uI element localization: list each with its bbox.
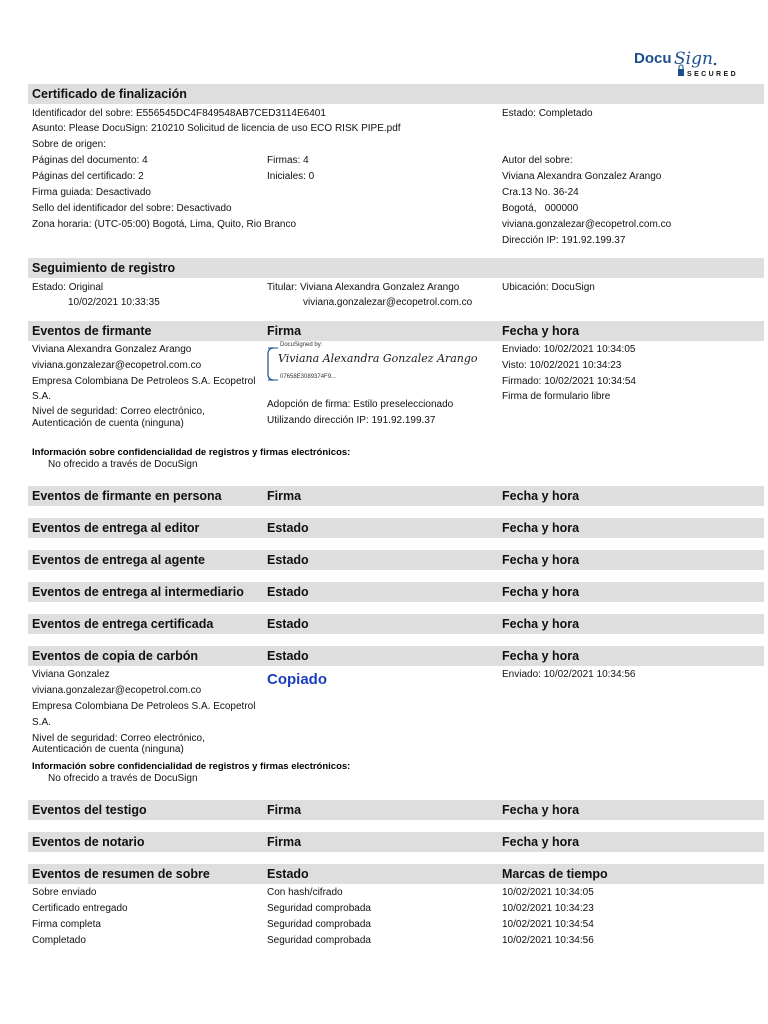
signature-id: 07658E3089374F9... [280, 374, 337, 380]
carbon-company-2: S.A. [32, 717, 51, 728]
signer-viewed: Visto: 10/02/2021 10:34:23 [502, 360, 622, 371]
carbon-disclosure-title: Información sobre confidencialidad de registros y firmas electrónicos: [32, 761, 351, 772]
signature-count: Firmas: 4 [267, 155, 309, 166]
intermediary-col3: Fecha y hora [502, 585, 580, 599]
author-email: viviana.gonzalezar@ecopetrol.com.co [502, 219, 672, 230]
agent-col2: Estado [267, 553, 309, 567]
intermediary-col2: Estado [267, 585, 309, 599]
docusign-logo [634, 44, 742, 80]
svg-text:Sign: Sign [674, 49, 713, 69]
witness-col2: Firma [267, 803, 302, 817]
signer-signed: Firmado: 10/02/2021 10:34:54 [502, 376, 636, 387]
signer-signature-header: Firma [267, 324, 302, 338]
signer-free-form: Firma de formulario libre [502, 391, 611, 402]
carbon-company-1: Empresa Colombiana De Petroleos S.A. Ecopetrol [32, 701, 256, 712]
tracking-state: Estado: Original [32, 282, 104, 293]
certified-col2: Estado [267, 617, 309, 631]
signer-company-1: Empresa Colombiana De Petroleos S.A. Ecopetrol [32, 376, 256, 387]
author-address-2: Bogotá, 000000 [502, 203, 579, 214]
signer-security-1: Nivel de seguridad: Correo electrónico, [32, 406, 205, 417]
signer-name: Viviana Alexandra Gonzalez Arango [32, 344, 192, 355]
in-person-header: Eventos de firmante en persona [32, 489, 222, 503]
summary-col3: Marcas de tiempo [502, 867, 608, 881]
signature-script: Viviana Alexandra Gonzalez Arango [278, 352, 478, 365]
signer-security-2: Autenticación de cuenta (ninguna) [32, 418, 184, 429]
svg-text:Docu: Docu [634, 50, 672, 67]
editor-col2: Estado [267, 521, 309, 535]
carbon-sent: Enviado: 10/02/2021 10:34:56 [502, 669, 636, 680]
carbon-disclosure-value: No ofrecido a través de DocuSign [48, 773, 198, 784]
envelope-status: Estado: Completado [502, 108, 593, 119]
carbon-status: Copiado [267, 671, 327, 688]
signature-image [266, 342, 478, 386]
editor-col3: Fecha y hora [502, 521, 580, 535]
carbon-security-2: Autenticación de cuenta (ninguna) [32, 744, 184, 755]
signer-email: viviana.gonzalezar@ecopetrol.com.co [32, 360, 202, 371]
summary-header: Eventos de resumen de sobre [32, 867, 210, 881]
carbon-security-1: Nivel de seguridad: Correo electrónico, [32, 733, 205, 744]
in-person-col3: Fecha y hora [502, 489, 580, 503]
in-person-col2: Firma [267, 489, 302, 503]
summary-col2: Estado [267, 867, 309, 881]
summary-event: Completado [32, 935, 86, 946]
summary-timestamp: 10/02/2021 10:34:23 [502, 903, 594, 914]
certified-header: Eventos de entrega certificada [32, 617, 214, 631]
summary-event: Sobre enviado [32, 887, 97, 898]
author-label: Autor del sobre: [502, 155, 573, 166]
guided-signing: Firma guiada: Desactivado [32, 187, 151, 198]
witness-col3: Fecha y hora [502, 803, 580, 817]
summary-event: Certificado entregado [32, 903, 128, 914]
tracking-holder: Titular: Viviana Alexandra Gonzalez Arango [267, 282, 460, 293]
intermediary-header: Eventos de entrega al intermediario [32, 585, 244, 599]
carbon-header: Eventos de copia de carbón [32, 649, 199, 663]
summary-status: Con hash/cifrado [267, 887, 343, 898]
signer-company-2: S.A. [32, 391, 51, 402]
signer-date-header: Fecha y hora [502, 324, 580, 338]
cert-pages: Páginas del certificado: 2 [32, 171, 144, 182]
summary-timestamp: 10/02/2021 10:34:05 [502, 887, 594, 898]
signer-events-header: Eventos de firmante [32, 324, 152, 338]
carbon-col3: Fecha y hora [502, 649, 580, 663]
tracking-date: 10/02/2021 10:33:35 [68, 297, 160, 308]
envelope-seal: Sello del identificador del sobre: Desactivado [32, 203, 232, 214]
editor-header: Eventos de entrega al editor [32, 521, 200, 535]
author-ip: Dirección IP: 191.92.199.37 [502, 235, 626, 246]
summary-event: Firma completa [32, 919, 101, 930]
notary-header: Eventos de notario [32, 835, 145, 849]
signature-adoption: Adopción de firma: Estilo preseleccionado [267, 399, 454, 410]
summary-status: Seguridad comprobada [267, 935, 371, 946]
initials-count: Iniciales: 0 [267, 171, 315, 182]
summary-status: Seguridad comprobada [267, 919, 371, 930]
signer-sent: Enviado: 10/02/2021 10:34:05 [502, 344, 636, 355]
author-address-1: Cra.13 No. 36-24 [502, 187, 579, 198]
author-name: Viviana Alexandra Gonzalez Arango [502, 171, 662, 182]
signer-disclosure-title: Información sobre confidencialidad de registros y firmas electrónicos: [32, 447, 351, 458]
tracking-title: Seguimiento de registro [32, 261, 176, 275]
agent-header: Eventos de entrega al agente [32, 553, 205, 567]
summary-timestamp: 10/02/2021 10:34:54 [502, 919, 594, 930]
summary-timestamp: 10/02/2021 10:34:56 [502, 935, 594, 946]
cert-title: Certificado de finalización [32, 87, 187, 101]
tracking-location: Ubicación: DocuSign [502, 282, 595, 293]
envelope-id: Identificador del sobre: E556545DC4F849548AB7CED3114E6401 [32, 108, 326, 119]
envelope-origin: Sobre de origen: [32, 139, 106, 150]
signature-header: DocuSigned by: [280, 342, 323, 348]
signature-ip: Utilizando dirección IP: 191.92.199.37 [267, 415, 436, 426]
envelope-subject: Asunto: Please DocuSign: 210210 Solicitud de licencia de uso ECO RISK PIPE.pdf [32, 123, 401, 134]
summary-status: Seguridad comprobada [267, 903, 371, 914]
carbon-email: viviana.gonzalezar@ecopetrol.com.co [32, 685, 202, 696]
notary-col2: Firma [267, 835, 302, 849]
notary-col3: Fecha y hora [502, 835, 580, 849]
carbon-col2: Estado [267, 649, 309, 663]
signer-disclosure-value: No ofrecido a través de DocuSign [48, 459, 198, 470]
agent-col3: Fecha y hora [502, 553, 580, 567]
tracking-holder-email: viviana.gonzalezar@ecopetrol.com.co [303, 297, 473, 308]
carbon-name: Viviana Gonzalez [32, 669, 110, 680]
time-zone: Zona horaria: (UTC-05:00) Bogotá, Lima, Quito, Rio Branco [32, 219, 297, 230]
witness-header: Eventos del testigo [32, 803, 147, 817]
certified-col3: Fecha y hora [502, 617, 580, 631]
svg-text:SECURED: SECURED [687, 71, 739, 78]
doc-pages: Páginas del documento: 4 [32, 155, 148, 166]
